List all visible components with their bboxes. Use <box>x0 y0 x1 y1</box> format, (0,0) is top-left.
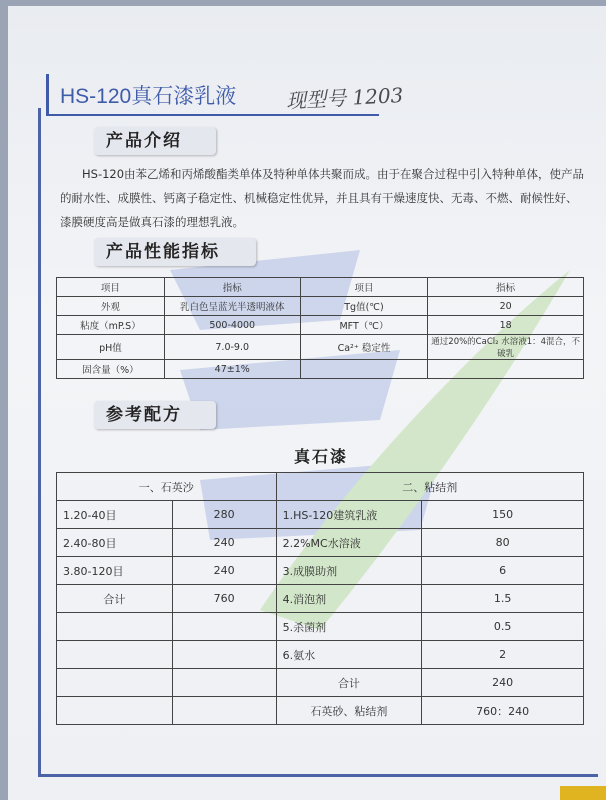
table-cell: 3.80-120目 <box>57 557 173 585</box>
page-corner-tab <box>560 786 606 800</box>
table-row <box>57 297 584 316</box>
table-cell: 47±1% <box>164 360 300 379</box>
intro-paragraph: HS-120由苯乙烯和丙烯酸酯类单体及特种单体共聚而成。由于在聚合过程中引入特种单体，使产品的耐水性、成膜性、钙离子稳定性、机械稳定性优异，并且具有干燥速度快、无毒、不燃、耐候性好、漆膜硬度高是做真石漆的理想乳液。 <box>60 167 585 229</box>
table-cell <box>428 360 584 379</box>
specs-table <box>56 277 584 379</box>
table-cell: 合计 <box>276 669 422 697</box>
table-cell: 150 <box>422 501 584 529</box>
table-row <box>57 360 584 379</box>
table-cell: 2.40-80目 <box>57 529 173 557</box>
table-row <box>57 641 584 669</box>
table-cell: 2 <box>422 641 584 669</box>
intro-heading: 产品介绍 <box>94 127 216 155</box>
table-cell: 1.HS-120建筑乳液 <box>276 501 422 529</box>
table-cell <box>172 697 276 725</box>
formula-table <box>56 472 584 725</box>
table-cell: pH值 <box>57 335 165 360</box>
table-cell: 6.氨水 <box>276 641 422 669</box>
group-title-binder: 二、粘结剂 <box>276 473 583 501</box>
bottom-border-rule <box>38 774 598 777</box>
table-cell: 乳白色呈蓝光半透明液体 <box>164 297 300 316</box>
table-header-row <box>57 473 584 501</box>
table-cell: 7.0-9.0 <box>164 335 300 360</box>
table-cell: 240 <box>172 557 276 585</box>
page-title: HS-120真石漆乳液 <box>60 85 237 108</box>
formula-heading: 参考配方 <box>94 401 216 429</box>
table-cell: 外观 <box>57 297 165 316</box>
table-cell: 合计 <box>57 585 173 613</box>
table-cell: 1.20-40目 <box>57 501 173 529</box>
table-cell: 6 <box>422 557 584 585</box>
table-row <box>57 335 584 360</box>
table-header-cell: 项目 <box>57 278 165 297</box>
specs-heading: 产品性能指标 <box>94 238 256 266</box>
table-row <box>57 585 584 613</box>
table-cell: Ca²⁺ 稳定性 <box>300 335 428 360</box>
formula-subtitle: 真石漆 <box>294 447 349 466</box>
table-cell: 1.5 <box>422 585 584 613</box>
table-cell: 760：240 <box>422 697 584 725</box>
handwritten-note: 现型号 1203 <box>285 82 404 114</box>
table-header-cell: 指标 <box>164 278 300 297</box>
table-cell: 240 <box>172 529 276 557</box>
table-cell <box>172 613 276 641</box>
table-cell: 80 <box>422 529 584 557</box>
table-cell: 2.2%MC水溶液 <box>276 529 422 557</box>
table-cell <box>172 669 276 697</box>
table-cell: 5.杀菌剂 <box>276 613 422 641</box>
table-row <box>57 529 584 557</box>
table-cell: 石英砂、粘结剂 <box>276 697 422 725</box>
table-row <box>57 557 584 585</box>
table-cell <box>172 641 276 669</box>
table-cell: MFT（℃） <box>300 316 428 335</box>
table-cell: 18 <box>428 316 584 335</box>
table-cell: 20 <box>428 297 584 316</box>
table-cell: 3.成膜助剂 <box>276 557 422 585</box>
table-header-row <box>57 278 584 297</box>
table-row <box>57 669 584 697</box>
table-row <box>57 501 584 529</box>
table-cell: 240 <box>422 669 584 697</box>
table-cell: Tg值(℃) <box>300 297 428 316</box>
table-cell: 500-4000 <box>164 316 300 335</box>
table-row <box>57 316 584 335</box>
table-cell: 280 <box>172 501 276 529</box>
table-cell: 通过20%的CaCl₂ 水溶液1：4混合，不破乳 <box>428 335 584 360</box>
table-header-cell: 项目 <box>300 278 428 297</box>
table-cell <box>57 641 173 669</box>
table-cell: 固含量（%） <box>57 360 165 379</box>
left-border-rule <box>38 108 41 776</box>
table-row <box>57 697 584 725</box>
table-cell: 粘度（mP.S） <box>57 316 165 335</box>
table-cell <box>57 613 173 641</box>
table-header-cell: 指标 <box>428 278 584 297</box>
table-cell: 760 <box>172 585 276 613</box>
table-cell <box>57 669 173 697</box>
group-title-quartz-sand: 一、石英沙 <box>57 473 277 501</box>
table-cell: 4.消泡剂 <box>276 585 422 613</box>
table-cell <box>57 697 173 725</box>
table-cell <box>300 360 428 379</box>
table-row <box>57 613 584 641</box>
table-cell: 0.5 <box>422 613 584 641</box>
